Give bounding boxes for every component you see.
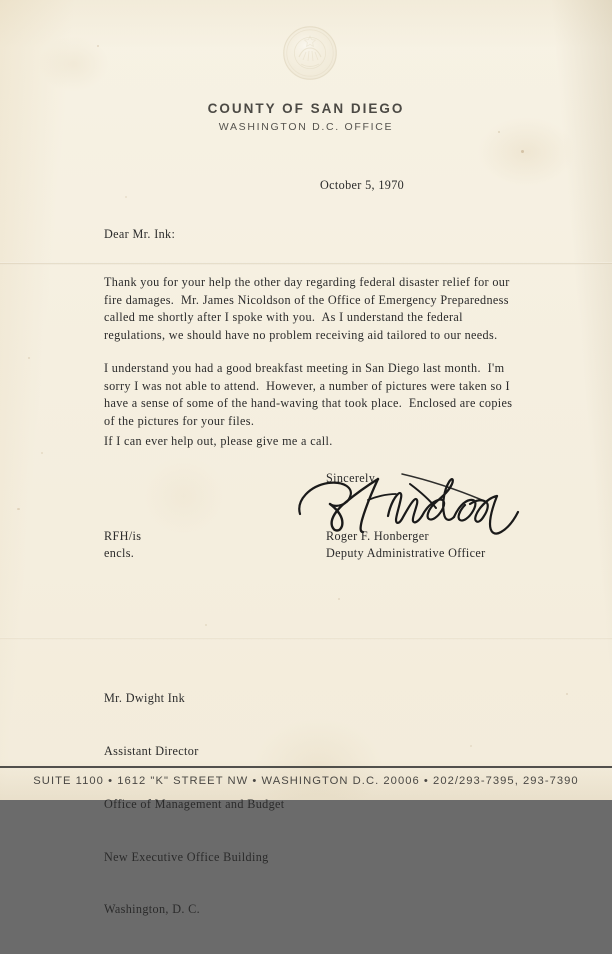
address-line: Washington, D. C. bbox=[104, 902, 201, 917]
paper-speck bbox=[17, 508, 20, 510]
paper-crease bbox=[0, 262, 612, 265]
paper-speck bbox=[205, 624, 207, 626]
signature-name: Roger F. Honberger bbox=[326, 529, 429, 543]
enclosures-note: encls. bbox=[104, 546, 135, 560]
paper-speck bbox=[41, 452, 43, 454]
paper-speck bbox=[28, 357, 30, 359]
letter-body-paragraph-1: Thank you for your help the other day regarding federal disaster relief for our fire damages. Mr. James Nicoldson of the Office of Emergency Preparedness called me shortly after I spoke with you. As I understand the federal regulations, we should have no problem receiving aid tailored to our needs. bbox=[104, 275, 514, 342]
letter-body-paragraph-2: I understand you had a good breakfast meeting in San Diego last month. I'm sorry I was not able to attend. However, a number of pictures were taken so I have a sense of some of the hand-waving that took place. Enclosed are copies of the pictures for your files. bbox=[104, 361, 516, 428]
letterhead bbox=[0, 100, 612, 135]
paper-crease bbox=[0, 637, 612, 640]
letter-valediction: Sincerely, bbox=[326, 471, 378, 485]
letter-body-paragraph-3: If I can ever help out, please give me a call. bbox=[104, 434, 333, 448]
paper-speck bbox=[470, 745, 472, 747]
embossed-county-seal-icon bbox=[281, 24, 339, 82]
paper-speck bbox=[338, 598, 340, 600]
signature-title: Deputy Administrative Officer bbox=[326, 546, 486, 560]
reference-initials: RFH/is bbox=[104, 529, 142, 543]
address-line: Office of Management and Budget bbox=[104, 796, 285, 811]
letterhead-office: WASHINGTON D.C. OFFICE bbox=[218, 121, 394, 133]
footer-address-line: SUITE 1100 • 1612 "K" STREET NW • WASHINGTON D.C. 20006 • 202/293-7395, 293-7390 bbox=[33, 775, 579, 787]
address-line: Mr. Dwight Ink bbox=[104, 691, 186, 706]
letter-date: October 5, 1970 bbox=[320, 178, 405, 192]
recipient-address-block bbox=[104, 655, 285, 954]
address-line: New Executive Office Building bbox=[104, 849, 269, 864]
paper-speck bbox=[566, 693, 568, 695]
letter-salutation: Dear Mr. Ink: bbox=[104, 227, 176, 241]
paper-speck bbox=[97, 45, 99, 47]
address-line: Assistant Director bbox=[104, 743, 199, 758]
paper-speck bbox=[521, 150, 524, 153]
footer-divider bbox=[0, 766, 612, 768]
paper-speck bbox=[125, 196, 127, 198]
letterhead-organization: COUNTY OF SAN DIEGO bbox=[207, 101, 405, 116]
